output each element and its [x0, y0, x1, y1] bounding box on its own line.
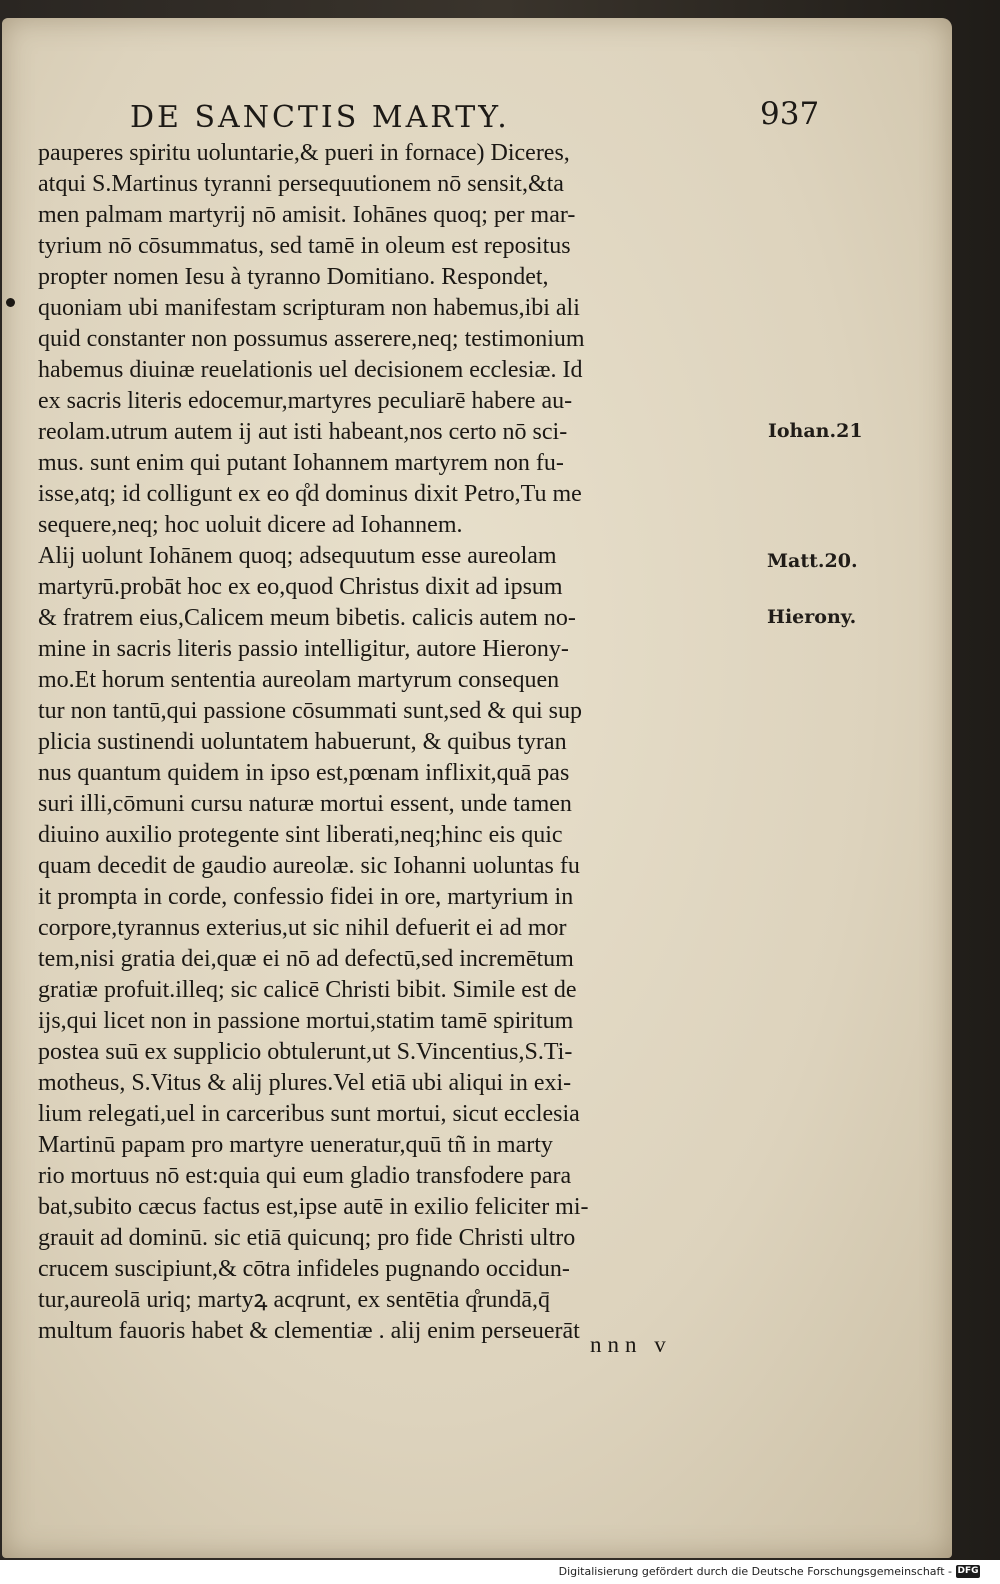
text-line: multum fauoris habet & clementiæ . alij enim perseuerāt: [38, 1318, 580, 1344]
margin-mark: [6, 298, 15, 307]
text-line: sequere,neq; hoc uoluit dicere ad Iohannem.: [38, 512, 463, 538]
page-number: 937: [760, 96, 820, 132]
text-line: diuino auxilio protegente sint liberati,neq;hinc eis quic: [38, 822, 563, 848]
dfg-logo: DFG: [957, 1566, 979, 1576]
text-line: atqui S.Martinus tyranni persequutionem nō sensit,&ta: [38, 171, 564, 197]
text-line: corpore,tyrannus exterius,ut sic nihil defuerit ei ad mor: [38, 915, 567, 941]
text-line: & fratrem eius,Calicem meum bibetis. calicis autem no-: [38, 605, 576, 631]
text-line: quam decedit de gaudio aureolæ. sic Iohanni uoluntas fu: [38, 853, 580, 879]
body-text: [38, 138, 770, 1347]
text-line: mo.Et horum sententia aureolam martyrum consequen: [38, 667, 560, 693]
digitization-footer: [0, 1560, 1000, 1584]
text-line: reolam.utrum autem ij aut isti habeant,nos certo nō sci-: [38, 419, 568, 445]
funding-credit: Digitalisierung gefördert durch die Deutsche Forschungsgemeinschaft -: [558, 1565, 952, 1578]
text-line: pauperes spiritu uoluntarie,& pueri in fornace) Diceres,: [38, 140, 570, 166]
text-line: propter nomen Iesu à tyranno Domitiano. Respondet,: [38, 264, 549, 290]
text-line: Martinū papam pro martyre ueneratur,quū tñ in marty: [38, 1132, 553, 1158]
margin-note-jerome: Hierony.: [767, 606, 857, 628]
text-line: plicia sustinendi uoluntatem habuerunt, & quibus tyran: [38, 729, 567, 755]
margin-note-johannes: Iohan.21: [768, 420, 863, 442]
text-line: habemus diuinæ reuelationis uel decisionem ecclesiæ. Id: [38, 357, 583, 383]
text-line: gratiæ profuit.illeq; sic calicē Christi bibit. Simile est de: [38, 977, 577, 1003]
text-line: postea suū ex supplicio obtulerunt,ut S.Vincentius,S.Ti-: [38, 1039, 573, 1065]
page-header: [2, 96, 952, 140]
text-line: it prompta in corde, confessio fidei in ore, martyrium in: [38, 884, 574, 910]
text-line: rio mortuus nō est:quia qui eum gladio transfodere para: [38, 1163, 572, 1189]
text-line: tur non tantū,qui passione cōsummati sunt,sed & qui sup: [38, 698, 582, 724]
text-line: tem,nisi gratia dei,quæ ei nō ad defectū,sed incremētum: [38, 946, 574, 972]
text-line: mine in sacris literis passio intelligitur, autore Hierony-: [38, 636, 569, 662]
text-line: crucem suscipiunt,& cōtra infideles pugnando occidun-: [38, 1256, 570, 1282]
text-line: men palmam martyrij nō amisit. Iohānes quoq; per mar-: [38, 202, 576, 228]
signature-mark: nnn v: [590, 1332, 672, 1357]
text-line: bat,subito cæcus factus est,ipse autē in exilio feliciter mi-: [38, 1194, 589, 1220]
text-line: mus. sunt enim qui putant Iohannem martyrem non fu-: [38, 450, 564, 476]
text-line: motheus, S.Vitus & alij plures.Vel etiā ubi aliqui in exi-: [38, 1070, 572, 1096]
text-line: martyrū.probāt hoc ex eo,quod Christus dixit ad ipsum: [38, 574, 563, 600]
text-line: tyrium nō cōsummatus, sed tamē in oleum est repositus: [38, 233, 571, 259]
text-line: suri illi,cōmuni cursu naturæ mortui essent, unde tamen: [38, 791, 572, 817]
text-line: grauit ad dominū. sic etiā quicunq; pro fide Christi ultro: [38, 1225, 576, 1251]
text-line: nus quantum quidem in ipso est,pœnam inflixit,quā pas: [38, 760, 570, 786]
margin-note-matthew: Matt.20.: [767, 550, 858, 572]
text-line: quid constanter non possumus asserere,neq; testimonium: [38, 326, 585, 352]
text-line: Alij uolunt Iohānem quoq; adsequutum esse aureolam: [38, 543, 557, 569]
text-line: ijs,qui licet non in passione mortui,statim tamē spiritum: [38, 1008, 574, 1034]
text-line: isse,atq; id colligunt ex eo q̊d dominus dixit Petro,Tu me: [38, 481, 582, 507]
text-line: tur,aureolā uriq; martyꝝ acqrunt, ex sentētia q̊rundā,q̄: [38, 1287, 551, 1313]
text-line: lium relegati,uel in carceribus sunt mortui, sicut ecclesia: [38, 1101, 580, 1127]
book-page: [2, 18, 952, 1558]
text-line: quoniam ubi manifestam scripturam non habemus,ibi ali: [38, 295, 580, 321]
running-head: DE SANCTIS MARTY.: [130, 100, 510, 135]
text-line: ex sacris literis edocemur,martyres peculiarē habere au-: [38, 388, 573, 414]
